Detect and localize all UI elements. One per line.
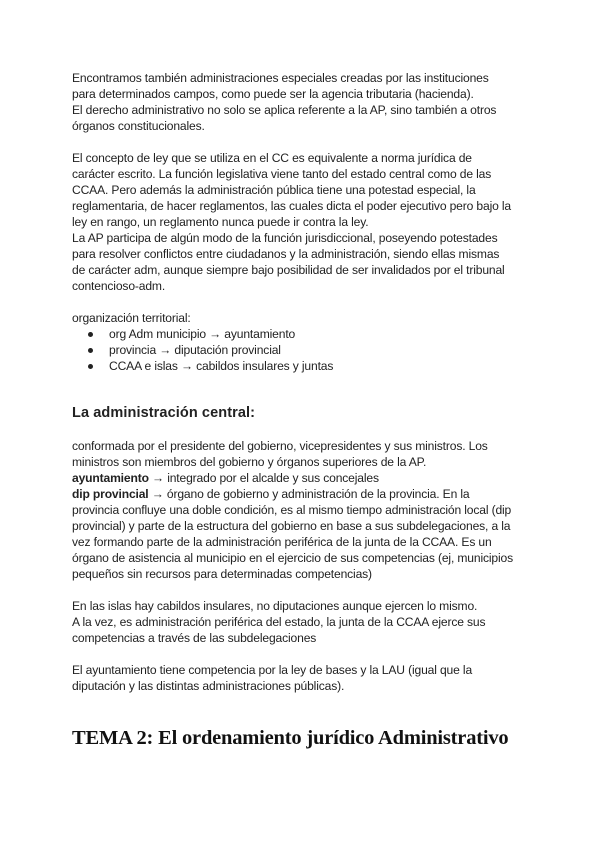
text-line: órganos constitucionales. [72,119,205,133]
text-line: para determinados campos, como puede ser la agencia tributaria (hacienda). [72,87,474,101]
text-line: provincia confluye una doble condición, es al mismo tiempo administración local (dip [72,503,512,517]
paragraph-administracion-central [72,438,542,582]
text-line: diputación y las distintas administraciones públicas). [72,679,345,693]
text-line: conformada por el presidente del gobierno, vicepresidentes y sus ministros. Los [72,439,488,453]
document-page [72,70,542,750]
text-line: pequeños sin recursos para determinadas competencias) [72,567,372,581]
text-line: órgano de asistencia al municipio en el ejercicio de sus competencias (ej, municipios [72,551,514,565]
text-line: vez formando parte de la administración periférica de la junta de la CCAA. Es un [72,535,492,549]
text-line: carácter escrito. La función legislativa viene tanto del estado central como de las [72,167,492,181]
bullet-icon [88,348,93,353]
text-line: ley en rango, un reglamento nunca puede ir contra la ley. [72,215,369,229]
text-line: ayuntamiento → integrado por el alcalde y sus concejales [72,471,379,485]
tema-heading: TEMA 2: El ordenamiento jurídico Administrativo [72,727,509,749]
text-line: provincial) y parte de la estructura del gobierno en base a sus subdelegaciones, a la [72,519,511,533]
section-heading: La administración central: [72,405,256,421]
list-item: provincia → diputación provincial [72,342,542,358]
text-line: Encontramos también administraciones especiales creadas por las instituciones [72,71,489,85]
term-ayuntamiento: ayuntamiento [72,471,149,485]
text-line: contencioso-adm. [72,279,166,293]
org-territorial-list [72,326,542,374]
paragraph-ayuntamiento-competencia [72,662,542,694]
list-item: CCAA e islas → cabildos insulares y juntas [72,358,542,374]
text-line: CCAA. Pero además la administración pública tiene una potestad especial, la [72,183,476,197]
paragraph-islas [72,598,542,646]
text-line: de carácter adm, aunque siempre bajo posibilidad de ser invalidados por el tribunal [72,263,505,277]
text-line: La AP participa de algún modo de la función jurisdiccional, poseyendo potestades [72,231,498,245]
text-line: competencias a través de las subdelegaciones [72,631,317,645]
text-line: El ayuntamiento tiene competencia por la ley de bases y la LAU (igual que la [72,663,473,677]
paragraph-concepto-de-ley [72,150,542,294]
text-line: El derecho administrativo no solo se aplica referente a la AP, sino también a otros [72,103,497,117]
text-line: dip provincial → órgano de gobierno y administración de la provincia. En la [72,487,470,501]
org-territorial-label: organización territorial: [72,311,191,325]
bullet-icon [88,364,93,369]
text-line: En las islas hay cabildos insulares, no diputaciones aunque ejercen lo mismo. [72,599,478,613]
text-line: El concepto de ley que se utiliza en el CC es equivalente a norma jurídica de [72,151,472,165]
text-line: ministros son miembros del gobierno y órganos superiores de la AP. [72,455,427,469]
paragraph-administraciones-especiales [72,70,542,134]
list-item: org Adm municipio → ayuntamiento [72,326,542,342]
bullet-icon [88,332,93,337]
text-line: para resolver conflictos entre ciudadanos y la administración, siendo ellas mismas [72,247,500,261]
text-line: reglamentaria, de hacer reglamentos, las cuales dicta el poder ejecutivo pero bajo la [72,199,512,213]
term-dip-provincial: dip provincial [72,487,149,501]
text-line: A la vez, es administración periférica del estado, la junta de la CCAA ejerce sus [72,615,486,629]
